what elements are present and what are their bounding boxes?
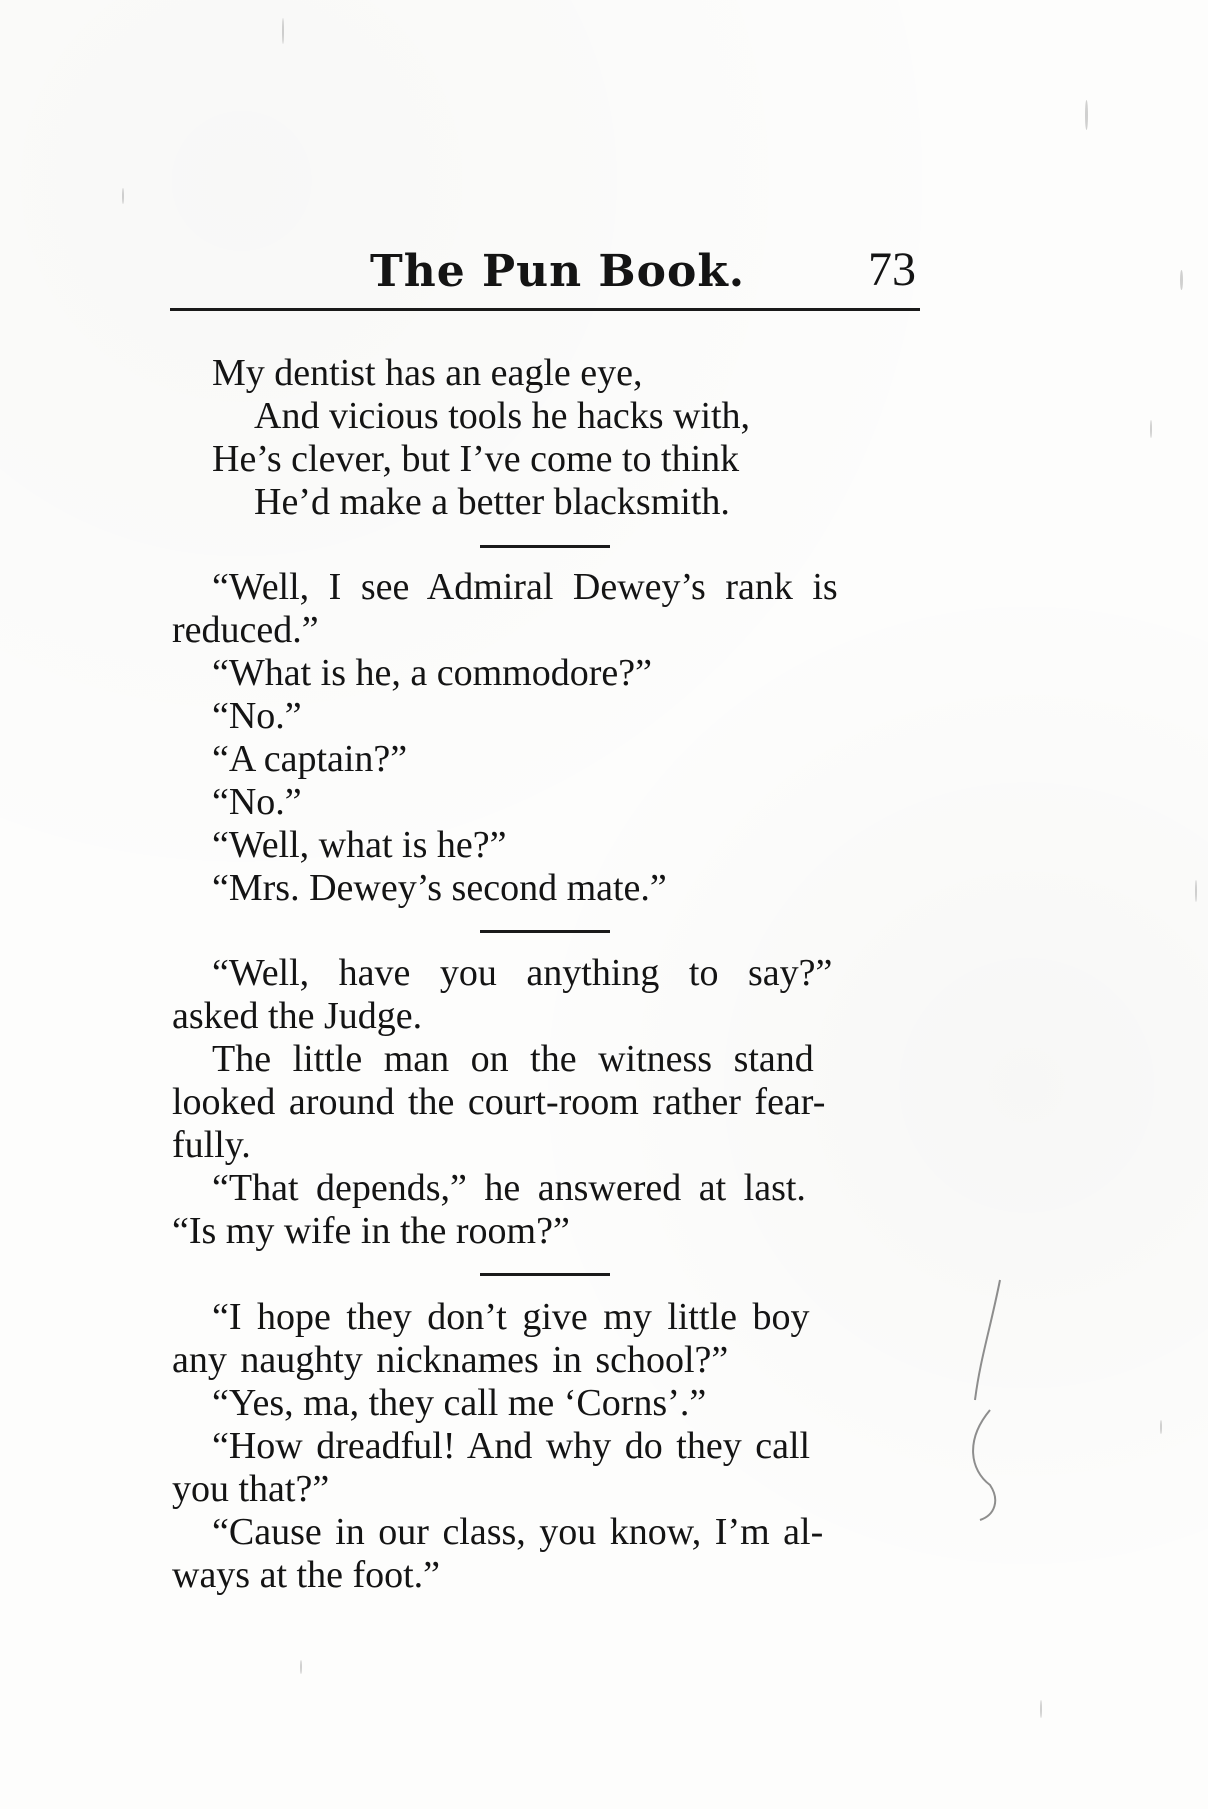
section-divider	[480, 1273, 610, 1276]
running-title: The Pun Book.	[370, 246, 746, 297]
poem-line: My dentist has an eagle eye,	[212, 352, 643, 394]
joke-line: “Well, I see Admiral Dewey’s rank is	[212, 566, 838, 608]
section-divider	[480, 545, 610, 548]
joke-line: “Mrs. Dewey’s second mate.”	[212, 867, 667, 909]
joke-line: ways at the foot.”	[172, 1554, 441, 1596]
scan-speck	[1160, 1420, 1162, 1434]
joke-line: fully.	[172, 1124, 251, 1166]
page-header	[170, 242, 920, 311]
joke-line: “What is he, a commodore?”	[212, 652, 652, 694]
scan-speck	[1180, 270, 1183, 290]
joke-line: “A captain?”	[212, 738, 408, 780]
scan-speck	[1195, 880, 1197, 902]
margin-pencil-mark	[960, 1270, 1020, 1530]
joke-line: “Cause in our class, you know, I’m al-	[212, 1511, 824, 1553]
scan-speck	[1085, 100, 1088, 130]
joke-line: “No.”	[212, 781, 302, 823]
joke-line: “Well, have you anything to say?”	[212, 952, 833, 994]
scan-speck	[1150, 420, 1152, 438]
poem-line: He’d make a better blacksmith.	[254, 481, 730, 523]
joke-line: The little man on the witness stand	[212, 1038, 814, 1080]
scan-speck	[1040, 1700, 1042, 1718]
joke-line: “Is my wife in the room?”	[172, 1210, 570, 1252]
joke-line: reduced.”	[172, 609, 319, 651]
joke-line: “Well, what is he?”	[212, 824, 507, 866]
dentist-poem	[172, 352, 922, 524]
joke-line: “How dreadful! And why do they call	[212, 1425, 811, 1467]
scan-speck	[282, 18, 284, 44]
joke-line: “Yes, ma, they call me ‘Corns’.”	[212, 1382, 707, 1424]
joke-line: “That depends,” he answered at last.	[212, 1167, 806, 1209]
joke-line: any naughty nicknames in school?”	[172, 1339, 729, 1381]
joke-line: looked around the court-room rather fear-	[172, 1081, 826, 1123]
section-divider	[480, 930, 610, 933]
corns-joke	[172, 1296, 922, 1597]
joke-line: asked the Judge.	[172, 995, 423, 1037]
page-number: 73	[868, 243, 916, 296]
joke-line: “I hope they don’t give my little boy	[212, 1296, 810, 1338]
scan-speck	[122, 188, 124, 204]
scan-speck	[300, 1660, 302, 1674]
joke-line: you that?”	[172, 1468, 330, 1510]
joke-line: “No.”	[212, 695, 302, 737]
poem-line: And vicious tools he hacks with,	[254, 395, 751, 437]
poem-line: He’s clever, but I’ve come to think	[212, 438, 740, 480]
judge-joke	[172, 952, 922, 1253]
dewey-joke	[172, 566, 922, 910]
